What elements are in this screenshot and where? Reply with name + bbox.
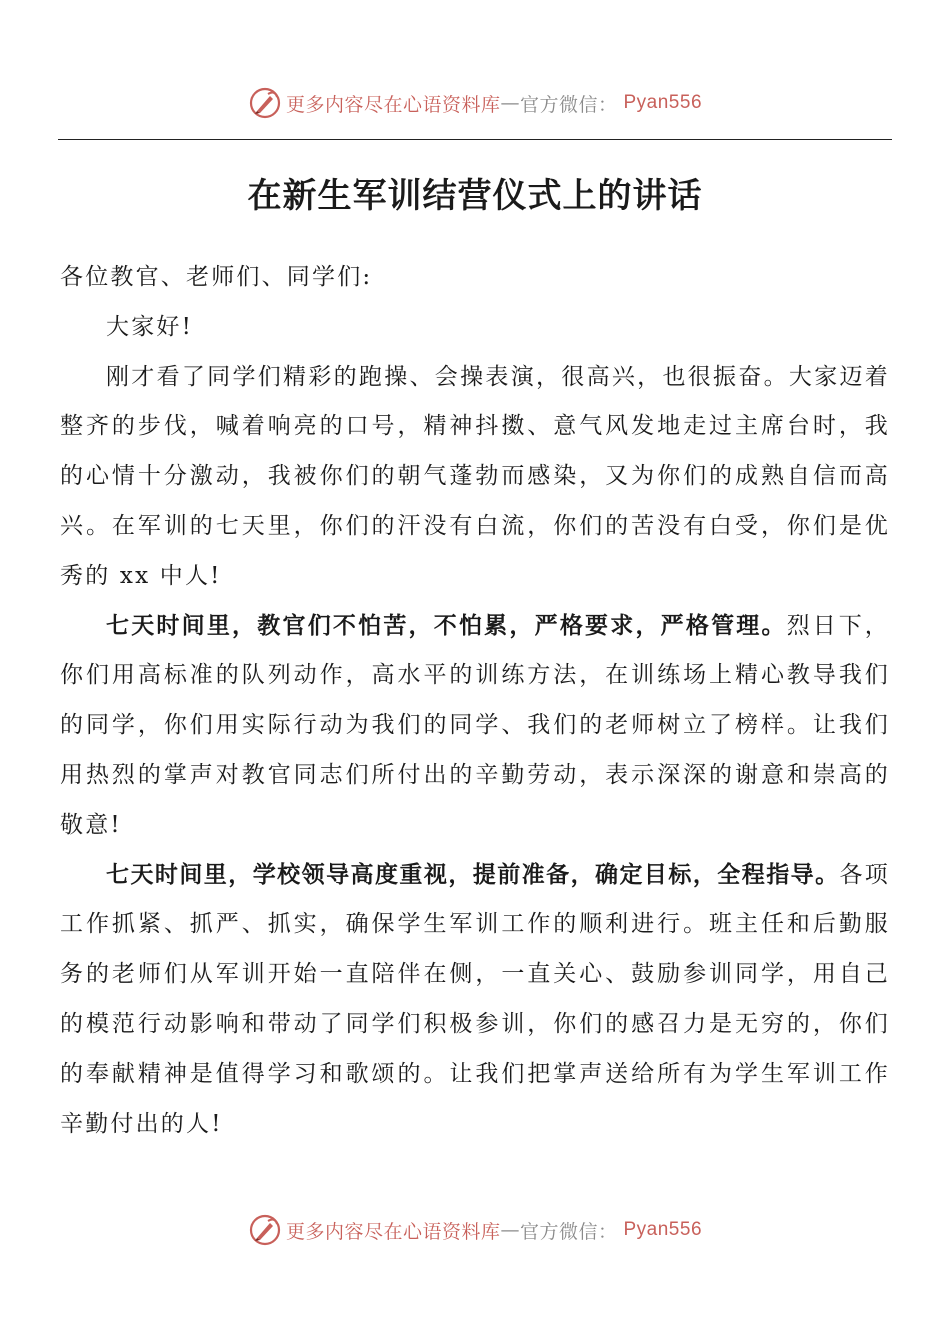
paragraph-2 xyxy=(60,602,890,851)
watermark-wechat-id: Pyan556 xyxy=(623,1219,703,1240)
salutation: 各位教官、老师们、同学们: xyxy=(60,264,373,290)
pen-logo-icon xyxy=(248,1213,282,1247)
footer-watermark xyxy=(0,1210,950,1250)
watermark-separator: — xyxy=(500,92,520,114)
pen-logo-icon xyxy=(248,86,282,120)
greeting: 大家好! xyxy=(106,313,194,340)
header-watermark xyxy=(0,83,950,123)
watermark-wechat-id: Pyan556 xyxy=(623,92,703,113)
document-title: 在新生军训结营仪式上的讲话 xyxy=(247,176,703,216)
watermark-wechat-label: 官方微信： xyxy=(519,1220,618,1243)
paragraph-3-text: 各项工作抓紧、抓严、抓实，确保学生军训工作的顺利进行。班主任和后勤服务的老师们从军训开始一直陪伴在侧，一直关心、鼓励参训同学，用自己的模范行动影响和带动了同学们积极参训，你们的感召力是无穷的，你们的奉献精神是值得学习和歌颂的。让我们把掌声送给所有为学生军训工作辛勤付出的人! xyxy=(60,861,890,1137)
watermark-brand: 更多内容尽在心语资料库 xyxy=(285,1220,501,1243)
watermark-wechat-label: 官方微信： xyxy=(519,93,618,116)
paragraph-3 xyxy=(60,851,890,1150)
paragraph-2-lead: 七天时间里，教官们不怕苦，不怕累，严格要求，严格管理。 xyxy=(106,612,787,639)
watermark-brand: 更多内容尽在心语资料库 xyxy=(285,93,501,116)
watermark-separator: — xyxy=(500,1219,520,1241)
paragraph-1: 刚才看了同学们精彩的跑操、会操表演，很高兴，也很振奋。大家迈着整齐的步伐，喊着响亮的口号，精神抖擞、意气风发地走过主席台时，我的心情十分激动，我被你们的朝气蓬勃而感染，又为你们的成熟自信而高兴。在军训的七天里，你们的汗没有白流，你们的苦没有白受，你们是优秀的 xx 中人! xyxy=(60,363,890,589)
header-divider xyxy=(58,139,892,140)
paragraph-3-lead: 七天时间里，学校领导高度重视，提前准备，确定目标，全程指导。 xyxy=(106,861,840,888)
document-body xyxy=(60,253,890,1149)
paragraph-2-text: 烈日下，你们用高标准的队列动作，高水平的训练方法，在训练场上精心教导我们的同学，你们用实际行动为我们的同学、我们的老师树立了榜样。让我们用热烈的掌声对教官同志们所付出的辛勤劳动，表示深深的谢意和崇高的敬意! xyxy=(60,612,890,838)
